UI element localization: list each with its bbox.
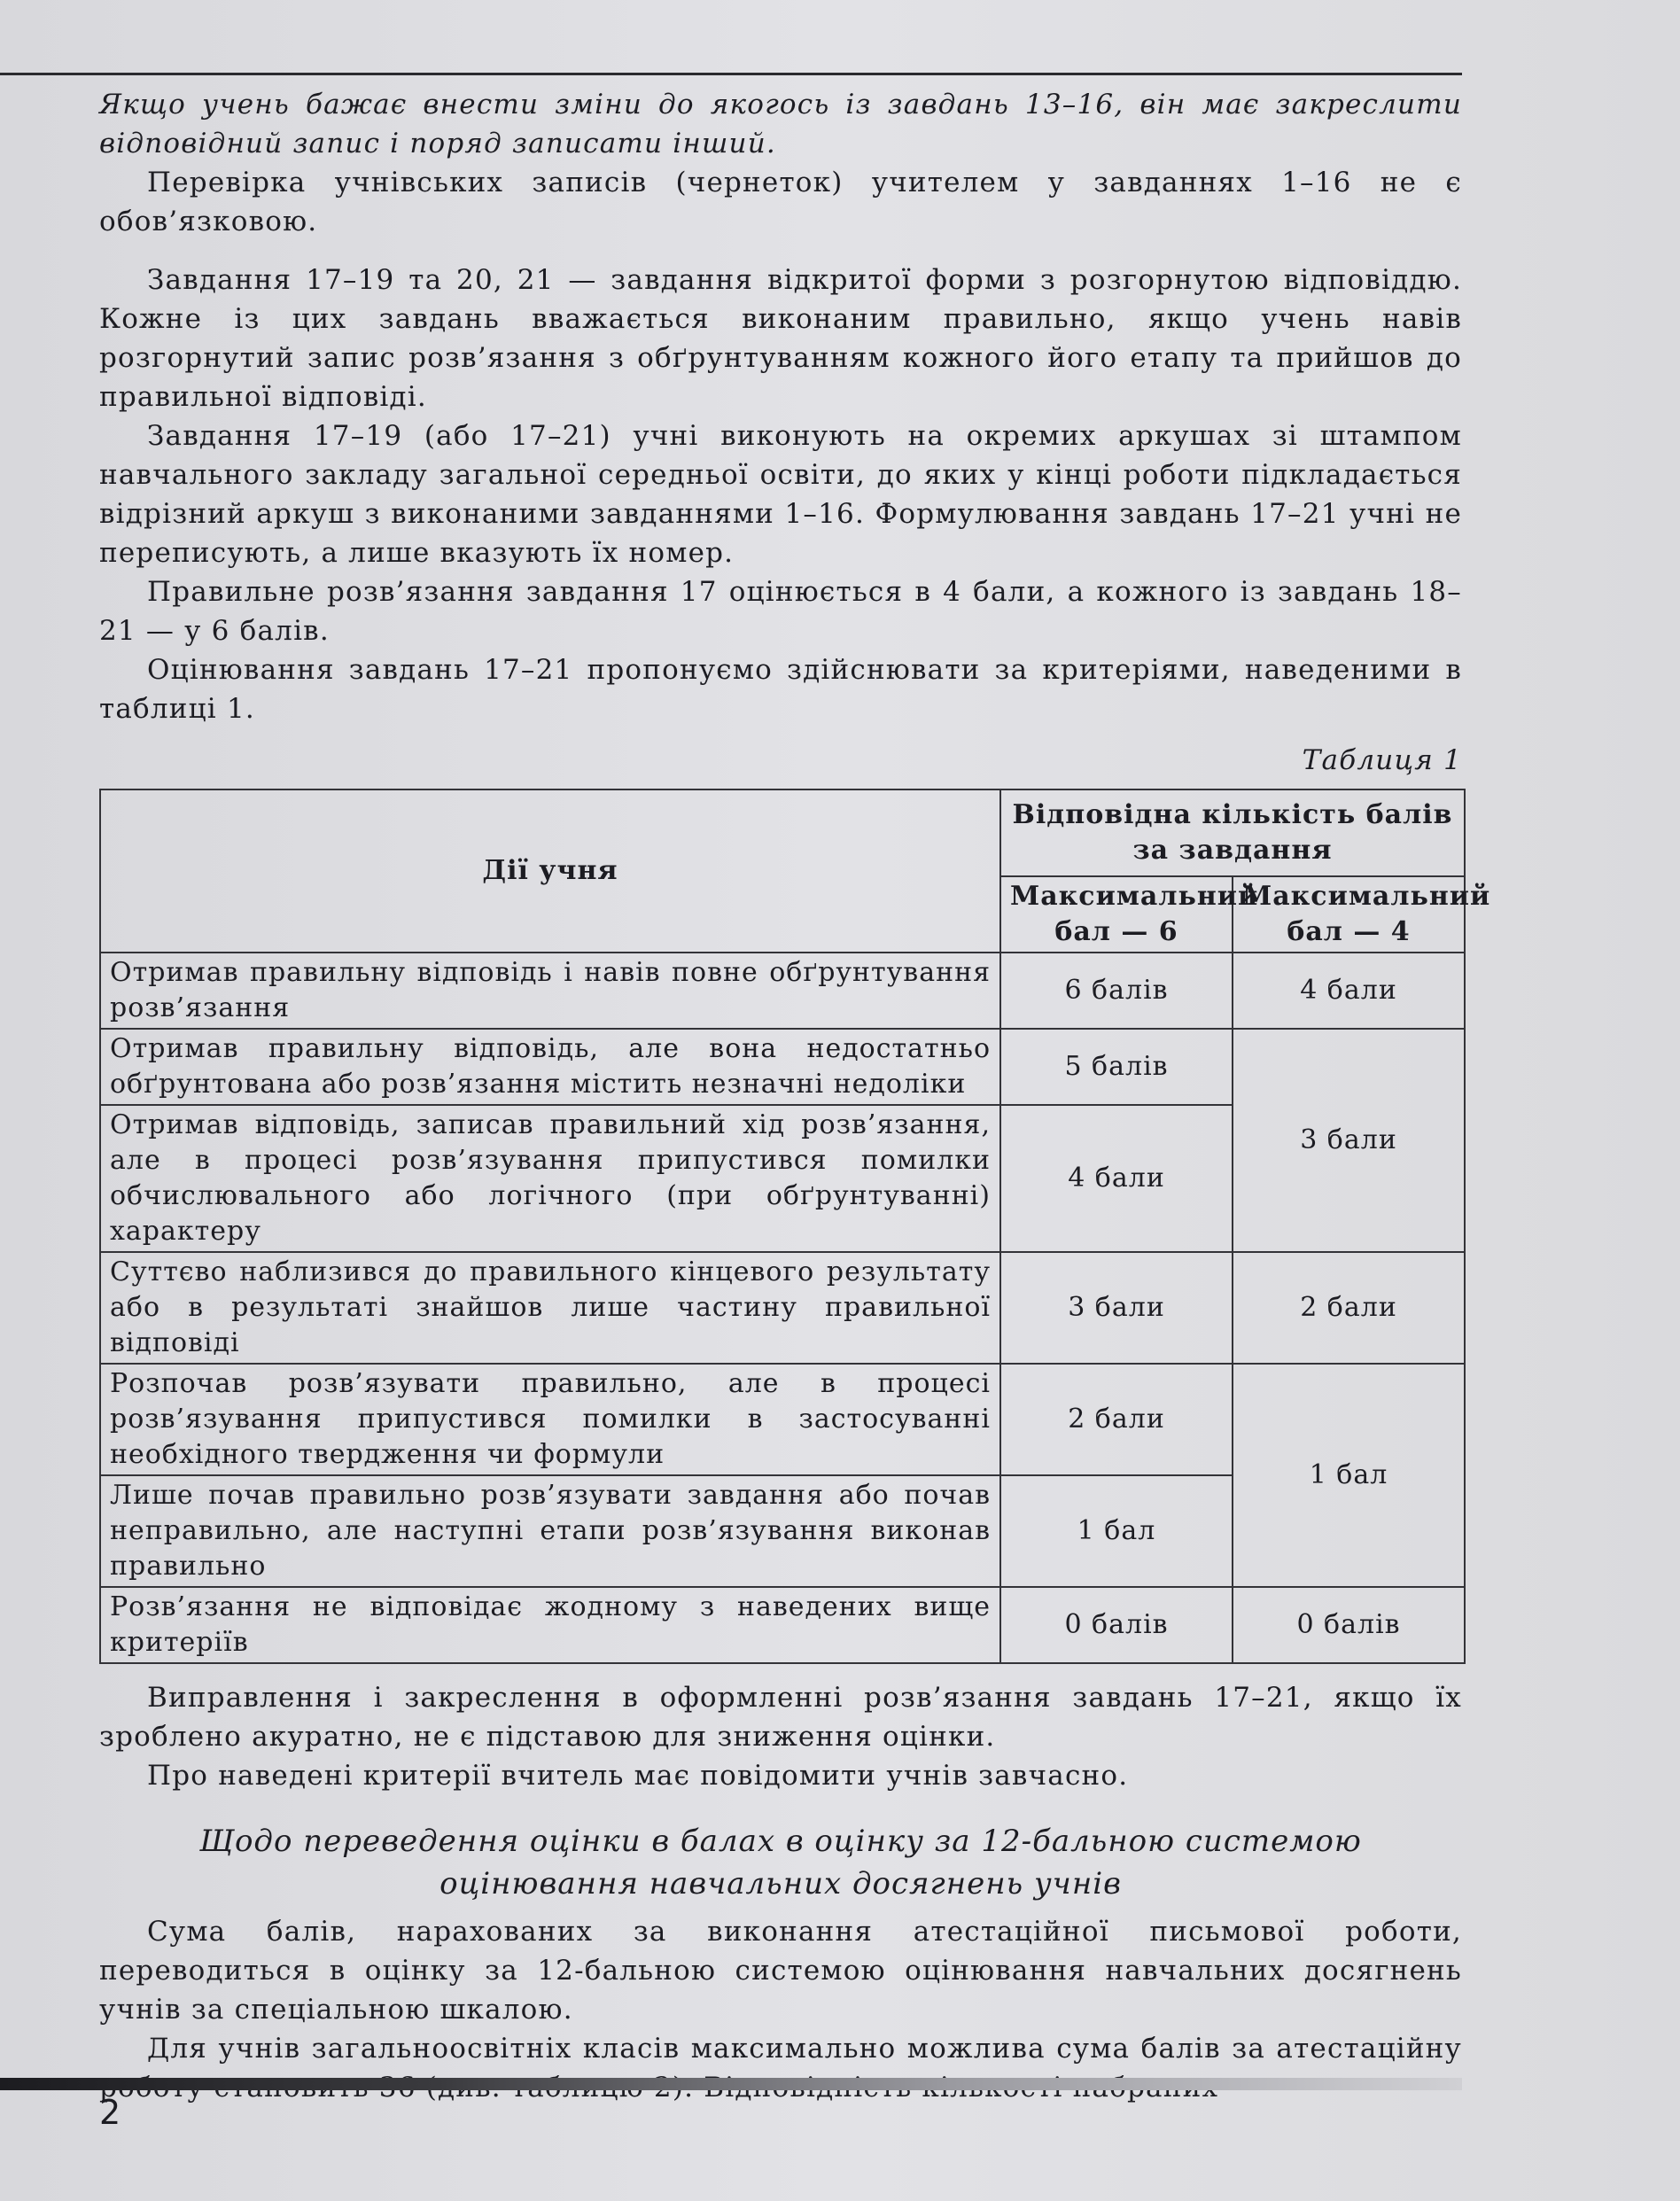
row-points-4: 2 бали [1233,1252,1465,1364]
table-row [100,1364,1465,1475]
paragraph-corrections: Виправлення і закреслення в оформленні розв’язання завдань 17–21, якщо їх зроблено акуратно, не є підставою для зниження оцінки. [99,1682,1462,1753]
paragraph-scoring: Правильне розв’язання завдання 17 оцінюється в 4 бали, а кожного із завдань 18–21 — у 6 балів. [99,576,1462,647]
page-content [99,85,1491,2107]
table-row [100,953,1465,1029]
header-points: Відповідна кількість балів за завдання [1000,789,1465,876]
table-row [100,1252,1465,1364]
row-action: Отримав правильну відповідь і навів повне обґрунтування розв’язання [100,953,1000,1029]
criteria-table [99,789,1491,1664]
paragraph-max-sum: Для учнів загальноосвітніх класів максимально можлива сума балів за атестаційну [147,2033,1462,2065]
header-max-6: Максимальний бал — 6 [1000,876,1233,953]
row-points-6: 5 балів [1000,1029,1233,1105]
row-points-4: 1 бал [1233,1364,1465,1587]
row-points-4: 4 бали [1233,953,1465,1029]
paragraph-criteria-ref: Оцінювання завдань 17–21 пропонуємо здійснювати за критеріями, наведеними в таблиці 1. [99,654,1462,725]
row-points-4: 0 балів [1233,1587,1465,1663]
row-action: Отримав відповідь, записав правильний хід розв’язання, але в процесі розв’язування припустився помилки обчислювального або логічного (при обґрунтуванні) характеру [100,1105,1000,1252]
row-points-6: 3 бали [1000,1252,1233,1364]
paragraph-open-tasks: Завдання 17–19 та 20, 21 — завдання відкритої форми з розгорнутою відповіддю. Кожне із цих завдань вважається виконаним правильно, якщо учень навів розгорнутий запис розв’язання з обґрунтуванням кожного його етапу та прийшов до правильної відповіді. [99,264,1462,413]
paragraph-drafts: Перевірка учнівських записів (чернеток) учителем у завданнях 1–16 не є обов’язковою. [99,167,1462,237]
paragraph-notify: Про наведені критерії вчитель має повідомити учнів завчасно. [147,1760,1129,1792]
row-points-6: 2 бали [1000,1364,1233,1475]
paragraph-intro: Якщо учень бажає внести зміни до якогось із завдань 13–16, він має закреслити відповідний запис і поряд записати інший. [99,89,1462,159]
row-action: Розв’язання не відповідає жодному з наведених вище критеріїв [100,1587,1000,1663]
row-action: Розпочав розв’язувати правильно, але в процесі розв’язування припустився помилки в застосуванні необхідного твердження чи формули [100,1364,1000,1475]
row-points-6: 4 бали [1000,1105,1233,1252]
row-points-6: 6 балів [1000,953,1233,1029]
table-row [100,1029,1465,1105]
table-row [100,1587,1465,1663]
row-points-6: 1 бал [1000,1475,1233,1587]
row-points-4: 3 бали [1233,1029,1465,1252]
row-action: Отримав правильну відповідь, але вона недостатньо обґрунтована або розв’язання містить незначні недоліки [100,1029,1000,1105]
row-points-6: 0 балів [1000,1587,1233,1663]
page-number: 2 [99,2093,121,2132]
top-rule [0,73,1462,75]
header-max-4: Максимальний бал — 4 [1233,876,1465,953]
paragraph-sheets: Завдання 17–19 (або 17–21) учні виконують на окремих аркушах зі штампом навчального закладу загальної середньої освіти, до яких у кінці роботи підкладається відрізний аркуш з виконаними завданнями 1–16. Формулювання завдань 17–21 учні не переписують, а лише вказують їх номер. [99,420,1462,569]
paragraph-scale: Сума балів, нарахованих за виконання атестаційної письмової роботи, переводиться в оцінку за 12-бальною системою оцінювання навчальних досягнень учнів за спеціальною шкалою. [99,1916,1462,2026]
table-caption: Таблиця 1 [1302,744,1462,776]
section-title: Щодо переведення оцінки в балах в оцінку за 12-бальною системою оцінювання навчальних досягнень учнів [199,1824,1362,1902]
row-action: Лише почав правильно розв’язувати завдання або почав неправильно, але наступні етапи розв’язування виконав правильно [100,1475,1000,1587]
footer-bar [0,2078,1462,2090]
row-action: Суттєво наблизився до правильного кінцевого результату або в результаті знайшов лише частину правильної відповіді [100,1252,1000,1364]
header-actions: Дії учня [100,789,1000,953]
